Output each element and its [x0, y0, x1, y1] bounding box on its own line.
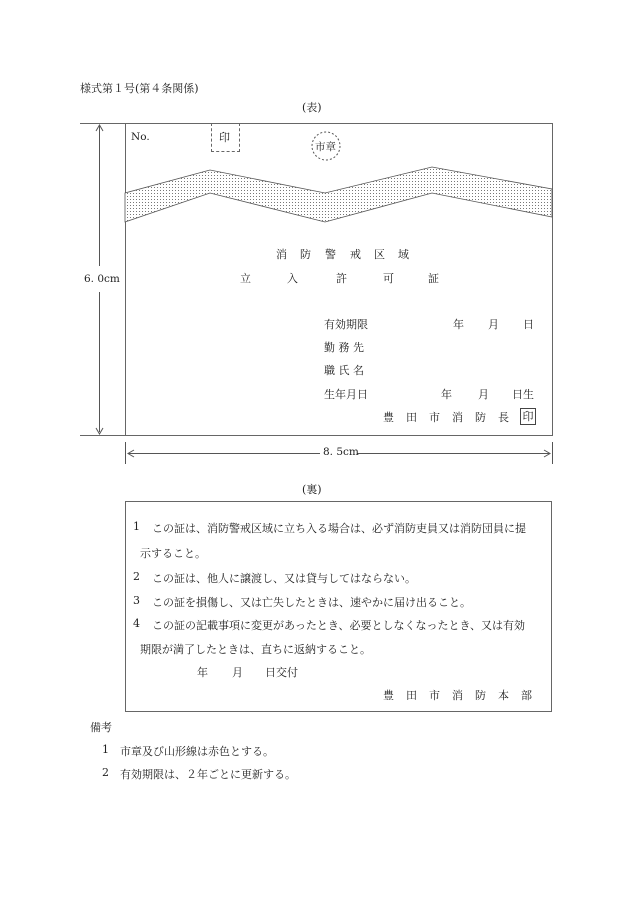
- birth-month: 月: [478, 388, 489, 401]
- validity-label: 有効期限: [324, 318, 368, 331]
- back-item-1-text-cont: 示すること。: [140, 547, 206, 560]
- width-dimension-label: 8. 5cm: [323, 446, 359, 458]
- remarks-title: 備考: [90, 721, 112, 734]
- validity-day: 日: [523, 318, 534, 331]
- back-item-3-num: 3: [133, 594, 140, 607]
- back-side-label: (裏): [302, 483, 322, 496]
- job-name-label: 職 氏 名: [324, 364, 364, 377]
- remark-2-num: 2: [102, 766, 109, 779]
- birth-label: 生年月日: [324, 388, 368, 401]
- number-label: No.: [131, 131, 150, 143]
- workplace-label: 勤 務 先: [324, 341, 364, 354]
- back-item-1-text: この証は、消防警戒区域に立ち入る場合は、必ず消防吏員又は消防団員に提: [152, 522, 526, 535]
- back-item-2-text: この証は、他人に譲渡し、又は貸与してはならない。: [152, 572, 416, 585]
- back-item-4-num: 4: [133, 617, 140, 630]
- stamp-label: 印: [219, 131, 230, 144]
- remark-2-text: 有効期限は、２年ごとに更新する。: [120, 768, 296, 781]
- back-item-4-text-cont: 期限が満了したときは、直ちに返納すること。: [140, 643, 371, 656]
- birth-day: 日生: [512, 388, 534, 401]
- validity-month: 月: [488, 318, 499, 331]
- back-item-3-text: この証を損傷し、又は亡失したときは、速やかに届け出ること。: [152, 596, 471, 609]
- remark-1-num: 1: [102, 743, 109, 756]
- validity-year: 年: [453, 318, 464, 331]
- form-title: 様式第１号(第４条関係): [80, 82, 199, 95]
- stamp-box: [211, 123, 240, 152]
- height-dimension-label: 6. 0cm: [84, 273, 120, 285]
- back-item-1-num: 1: [133, 520, 140, 533]
- city-seal-label: 市章: [315, 141, 336, 153]
- issuer-seal-box: 印: [520, 408, 536, 425]
- front-side-label: (表): [302, 101, 322, 114]
- issue-year: 年: [197, 666, 208, 679]
- issue-month: 月: [232, 666, 243, 679]
- chevron-band: [125, 167, 552, 222]
- birth-year: 年: [441, 388, 452, 401]
- back-item-2-num: 2: [133, 570, 140, 583]
- issue-day: 日交付: [265, 666, 298, 679]
- remark-1-text: 市章及び山形線は赤色とする。: [120, 745, 274, 758]
- back-item-4-text: この証の記載事項に変更があったとき、必要としなくなったとき、又は有効: [152, 619, 526, 632]
